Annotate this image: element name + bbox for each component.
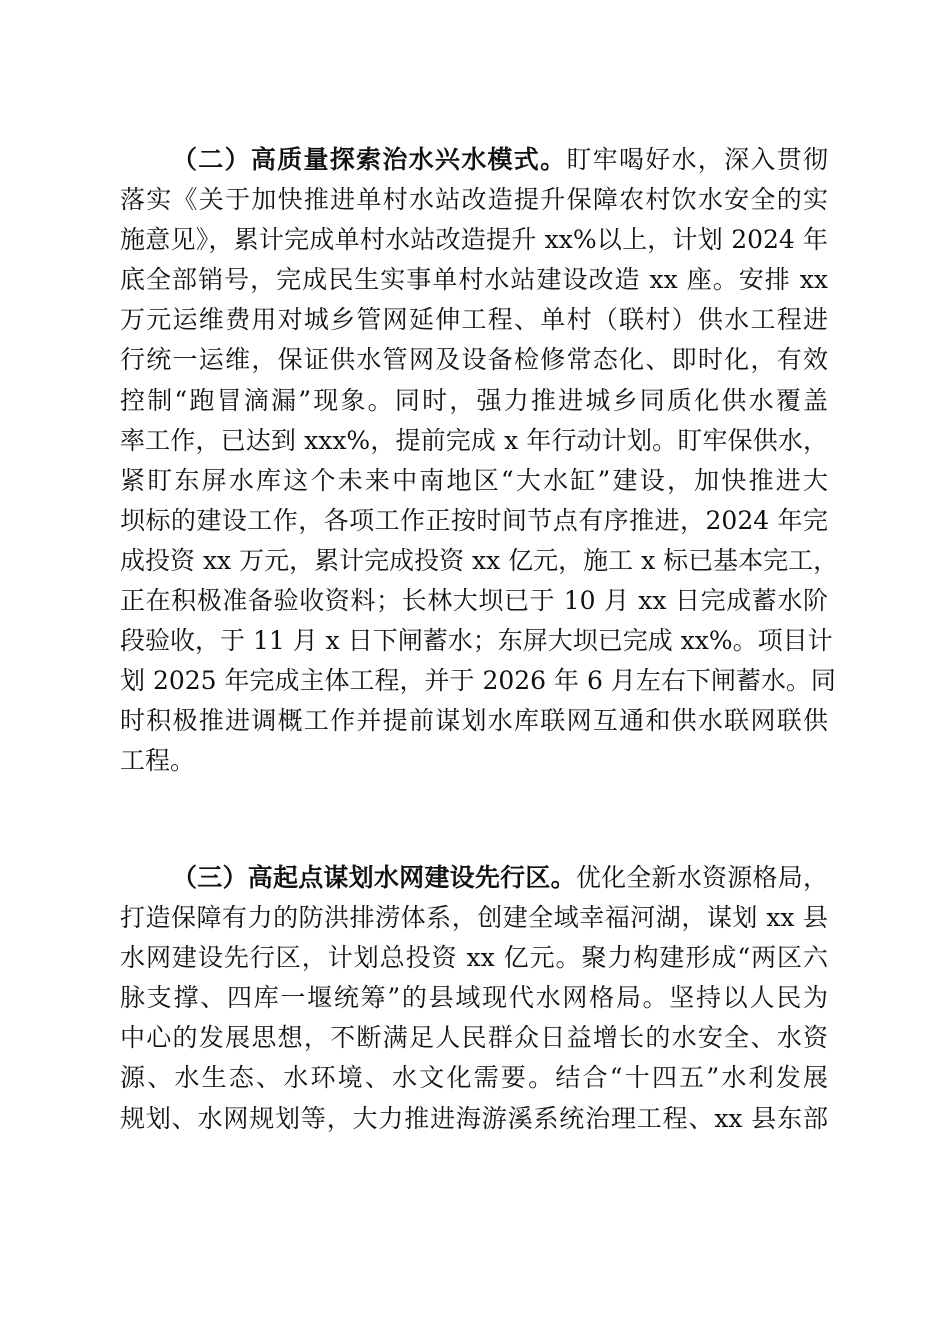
line-text: 盯牢喝好水，深入贯彻 — [566, 145, 828, 174]
paragraph-line: 率工作，已达到 xxx%，提前完成 x 年行动计划。盯牢保供水， — [120, 425, 828, 455]
paragraph-line: 行统一运维，保证供水管网及设备检修常态化、即时化，有效 — [120, 345, 828, 375]
paragraph-line — [120, 858, 828, 898]
paragraph-line: 中心的发展思想，不断满足人民群众日益增长的水安全、水资 — [120, 1023, 828, 1053]
line-text: 优化全新水资源格局， — [575, 863, 828, 892]
paragraph-line: 时积极推进调概工作并提前谋划水库联网互通和供水联网联供 — [120, 706, 828, 736]
paragraph-2 — [120, 140, 839, 782]
paragraph-line: 水网建设先行区，计划总投资 xx 亿元。聚力构建形成“两区六 — [120, 943, 828, 973]
section-heading: （二）高质量探索治水兴水模式。 — [172, 145, 567, 174]
paragraph-line: 坝标的建设工作，各项工作正按时间节点有序推进，2024 年完 — [120, 505, 828, 535]
paragraph-line: 规划、水网规划等，大力推进海游溪系统治理工程、xx 县东部 — [120, 1103, 828, 1133]
paragraph-line: 控制“跑冒滴漏”现象。同时，强力推进城乡同质化供水覆盖 — [120, 385, 828, 415]
paragraph-3 — [120, 858, 828, 1139]
paragraph-line: 成投资 xx 万元，累计完成投资 xx 亿元，施工 x 标已基本完工， — [120, 545, 839, 575]
paragraph-line: 脉支撑、四库一堰统筹”的县域现代水网格局。坚持以人民为 — [120, 983, 828, 1013]
section-heading: （三）高起点谋划水网建设先行区。 — [172, 863, 576, 892]
paragraph-line — [120, 140, 828, 180]
paragraph-line: 段验收，于 11 月 x 日下闸蓄水；东屏大坝已完成 xx%。项目计 — [120, 626, 833, 656]
paragraph-line: 施意见》，累计完成单村水站改造提升 xx%以上，计划 2024 年 — [120, 225, 828, 255]
paragraph-line: 打造保障有力的防洪排涝体系，创建全域幸福河湖，谋划 xx 县 — [120, 903, 828, 933]
paragraph-line: 正在积极准备验收资料；长林大坝已于 10 月 xx 日完成蓄水阶 — [120, 586, 828, 616]
paragraph-line: 工程。 — [120, 746, 196, 776]
paragraph-line: 紧盯东屏水库这个未来中南地区“大水缸”建设，加快推进大 — [120, 465, 828, 495]
paragraph-line: 源、水生态、水环境、水文化需要。结合“十四五”水利发展 — [120, 1063, 828, 1093]
paragraph-line: 划 2025 年完成主体工程，并于 2026 年 6 月左右下闸蓄水。同 — [120, 666, 836, 696]
paragraph-line: 底全部销号，完成民生实事单村水站建设改造 xx 座。安排 xx — [120, 265, 828, 295]
paragraph-line: 落实《关于加快推进单村水站改造提升保障农村饮水安全的实 — [120, 185, 828, 215]
paragraph-line: 万元运维费用对城乡管网延伸工程、单村（联村）供水工程进 — [120, 305, 828, 335]
